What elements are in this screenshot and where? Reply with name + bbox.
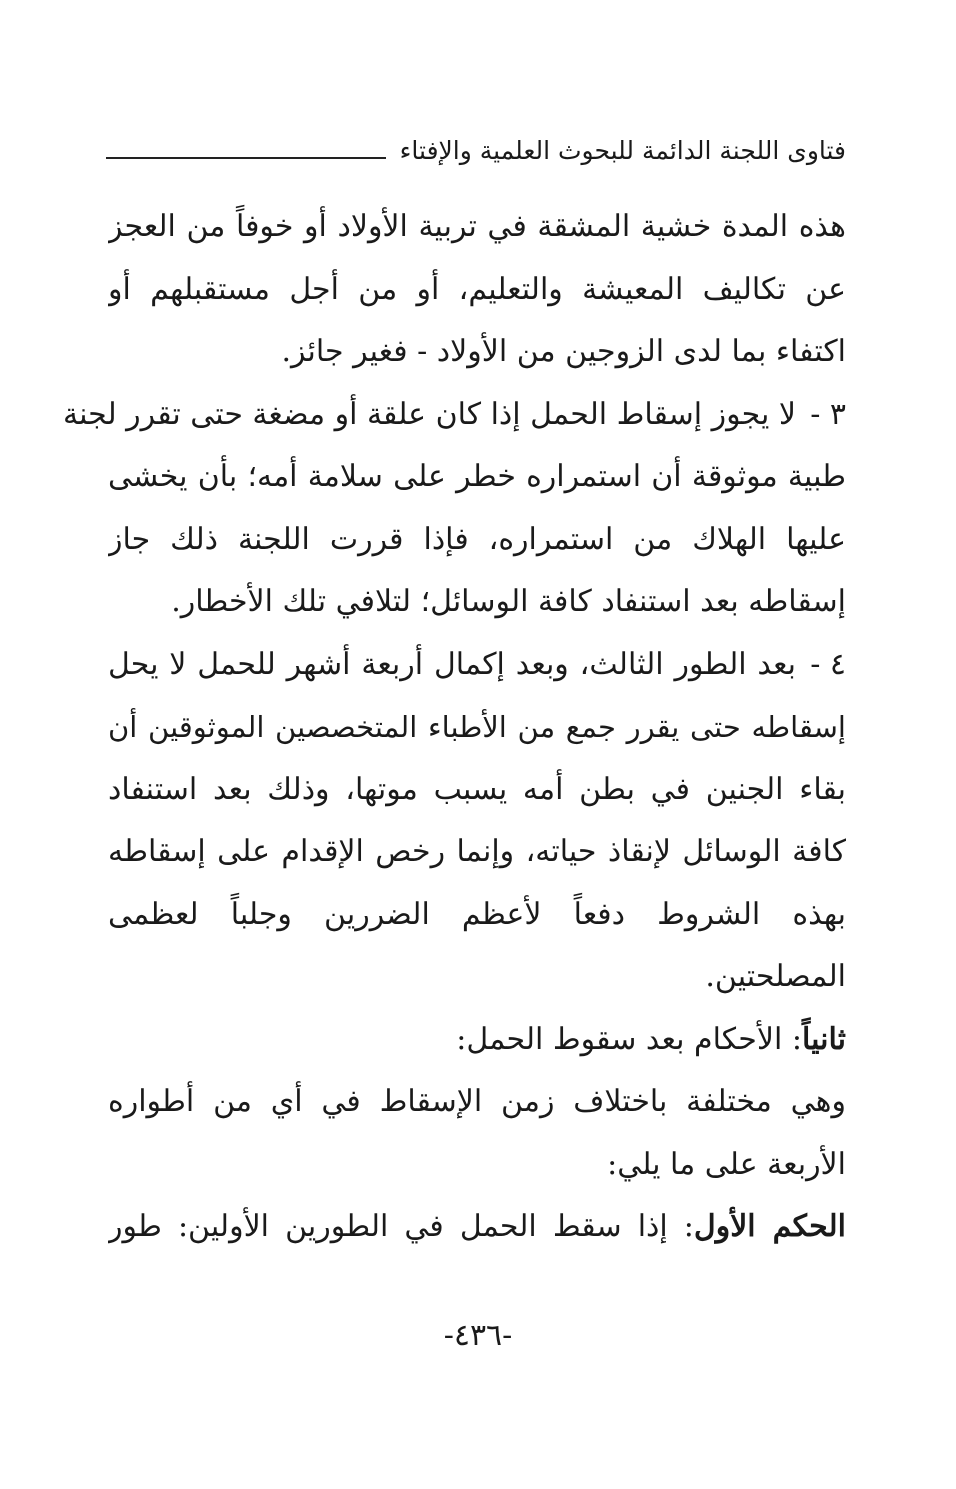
text-line: لا يجوز إسقاط الحمل إذا كان علقة أو مضغة حتى تقرر لجنة <box>63 396 796 432</box>
numbered-item-3 <box>63 384 846 447</box>
ruling-text: : إذا سقط الحمل في الطورين الأولين: طور <box>108 1209 694 1244</box>
text-line: اكتفاء بما لدى الزوجين من الأولاد - فغير جائز. <box>281 334 846 369</box>
item-number: ٣ - <box>810 396 846 432</box>
running-header-title: فتاوى اللجنة الدائمة للبحوث العلمية والإفتاء <box>399 136 846 165</box>
running-header <box>106 136 846 166</box>
body-text <box>63 196 846 1259</box>
section-label: ثانياً <box>801 1021 846 1057</box>
item-body <box>108 634 796 697</box>
text-line: وهي مختلفة باختلاف زمن الإسقاط في أي من أطواره <box>108 1084 846 1119</box>
page-number: -٤٣٦- <box>443 1318 513 1353</box>
ruling-label: الحكم الأول <box>693 1209 846 1244</box>
item-number: ٤ - <box>810 646 846 682</box>
text-line: الأربعة على ما يلي: <box>607 1146 846 1182</box>
ruling-first <box>108 1196 846 1259</box>
numbered-item-4 <box>108 634 846 697</box>
header-rule <box>106 157 386 159</box>
paragraph-continuation <box>108 196 846 384</box>
item-body <box>63 384 796 447</box>
text-line: بهذه الشروط دفعاً لأعظم الضررين وجلباً لعظمى <box>108 896 846 932</box>
text-line: بقاء الجنين في بطن أمه يسبب موتها، وذلك بعد استنفاد <box>108 771 846 807</box>
text-line: بعد الطور الثالث، وبعد إكمال أربعة أشهر للحمل لا يحل <box>108 646 796 682</box>
text-line: هذه المدة خشية المشقة في تربية الأولاد أو خوفاً من العجز <box>108 209 846 244</box>
text-line: عليها الهلاك من استمراره، فإذا قررت اللجنة ذلك جاز <box>108 521 846 557</box>
text-line: طبية موثوقة أن استمراره خطر على سلامة أمه؛ بأن يخشى <box>108 459 846 494</box>
text-line: إسقاطه حتى يقرر جمع من الأطباء المتخصصين الموثوقين أن <box>108 710 846 744</box>
text-line: إسقاطه بعد استنفاد كافة الوسائل؛ لتلافي تلك الأخطار. <box>171 584 846 619</box>
text-line: عن تكاليف المعيشة والتعليم، أو من أجل مستقبلهم أو <box>108 271 846 307</box>
text-line: كافة الوسائل لإنقاذ حياته، وإنما رخص الإقدام على إسقاطه <box>108 834 846 869</box>
section-heading-second <box>108 1009 846 1072</box>
text-line: المصلحتين. <box>705 959 846 994</box>
section-text: : الأحكام بعد سقوط الحمل: <box>456 1021 802 1057</box>
